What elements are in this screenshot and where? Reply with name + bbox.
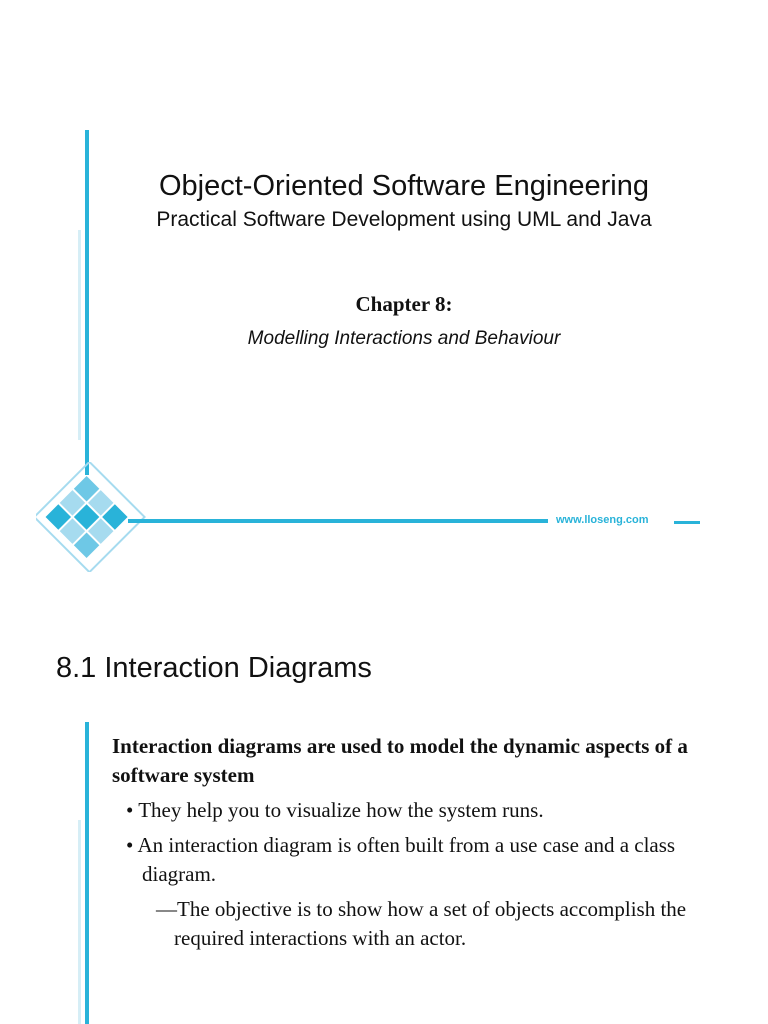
content-slide (0, 600, 768, 1024)
chapter-title: Modelling Interactions and Behaviour (247, 328, 561, 349)
sub-bullet-item: —The objective is to show how a set of objects accomplish the required interactions with an actor. (156, 897, 687, 950)
slide-body (112, 732, 712, 953)
vertical-accent-line-faint (78, 820, 81, 1024)
lead-statement: Interaction diagrams are used to model the dynamic aspects of a software system (112, 734, 688, 787)
slide-subtitle: Practical Software Development using UML and Java (156, 208, 652, 231)
chapter-number: Chapter 8: (355, 292, 453, 316)
horizontal-accent-line (128, 519, 548, 523)
bullet-item: • They help you to visualize how the system runs. (126, 798, 544, 822)
diamond-logo-icon (36, 462, 146, 572)
horizontal-accent-line-end (674, 521, 700, 524)
section-heading: 8.1 Interaction Diagrams (56, 652, 372, 684)
bullet-item: • An interaction diagram is often built from a use case and a class diagram. (126, 833, 676, 886)
slide-title: Object-Oriented Software Engineering (158, 170, 650, 202)
vertical-accent-line (85, 722, 89, 1024)
website-url: www.lloseng.com (556, 514, 649, 526)
